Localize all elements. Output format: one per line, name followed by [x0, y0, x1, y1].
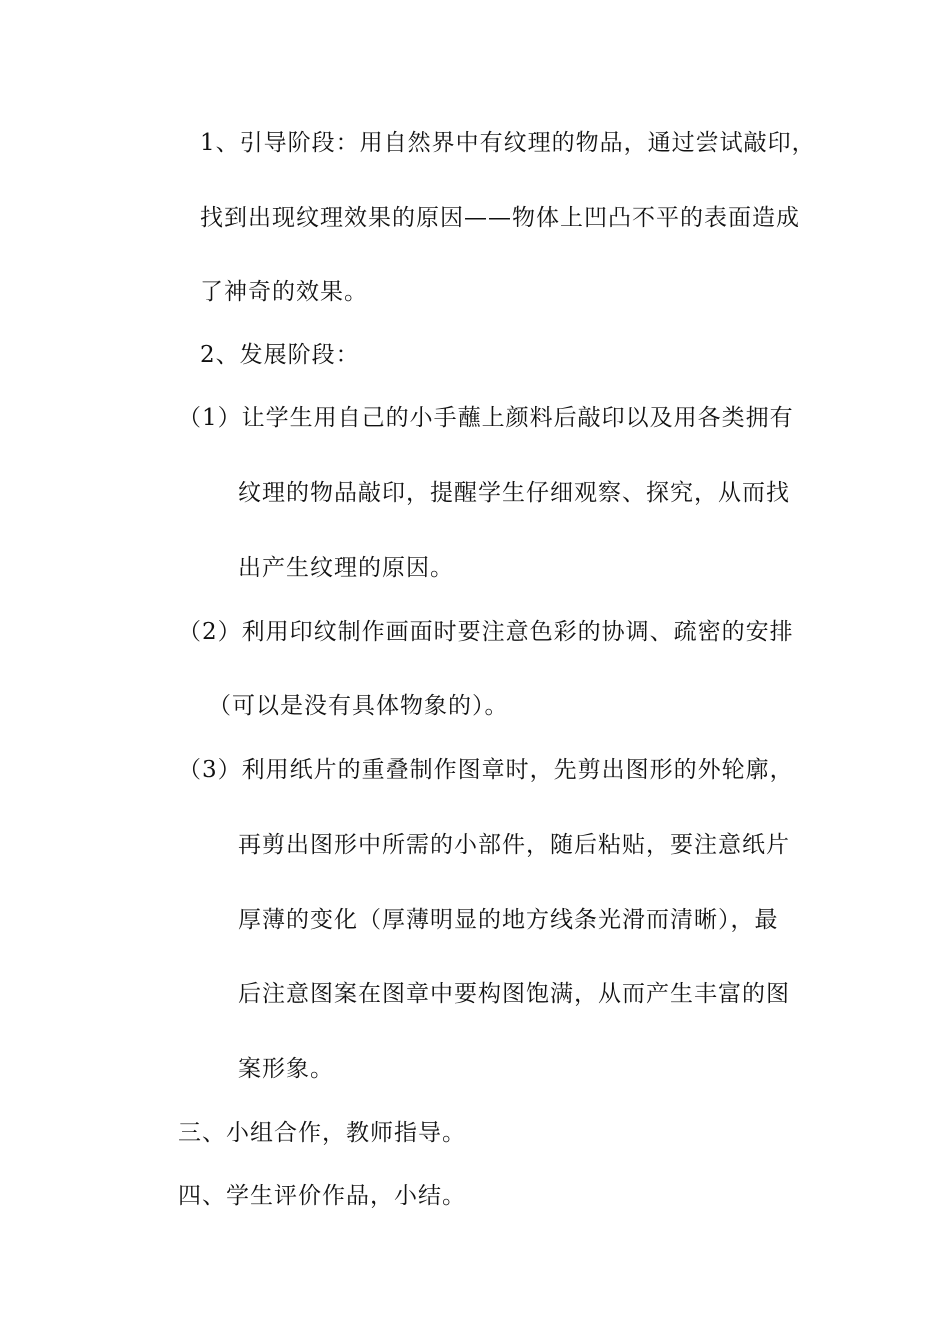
text-line-2: 找到出现纹理效果的原因——物体上凹凸不平的表面造成: [200, 205, 800, 231]
text-line-10: （3）利用纸片的重叠制作图章时，先剪出图形的外轮廓，: [178, 757, 794, 783]
text-line-9: （可以是没有具体物象的）。: [208, 693, 509, 719]
text-line-13: 后注意图案在图章中要构图饱满，从而产生丰富的图: [238, 981, 790, 1007]
text-line-1: 1、引导阶段：用自然界中有纹理的物品，通过尝试敲印，: [200, 130, 816, 156]
text-line-4: 2、发展阶段：: [200, 342, 360, 368]
text-line-8: （2）利用印纹制作画面时要注意色彩的协调、疏密的安排: [178, 619, 794, 645]
text-line-6: 纹理的物品敲印，提醒学生仔细观察、探究，从而找: [238, 480, 790, 506]
text-line-15: 三、小组合作，教师指导。: [178, 1120, 466, 1146]
text-line-7: 出产生纹理的原因。: [238, 555, 454, 581]
text-line-5: （1）让学生用自己的小手蘸上颜料后敲印以及用各类拥有: [178, 405, 794, 431]
text-line-16: 四、学生评价作品，小结。: [178, 1183, 466, 1209]
text-line-12: 厚薄的变化（厚薄明显的地方线条光滑而清晰），最: [238, 907, 779, 933]
text-line-11: 再剪出图形中所需的小部件，随后粘贴，要注意纸片: [238, 832, 790, 858]
text-line-3: 了神奇的效果。: [200, 279, 368, 305]
text-line-14: 案形象。: [238, 1056, 334, 1082]
